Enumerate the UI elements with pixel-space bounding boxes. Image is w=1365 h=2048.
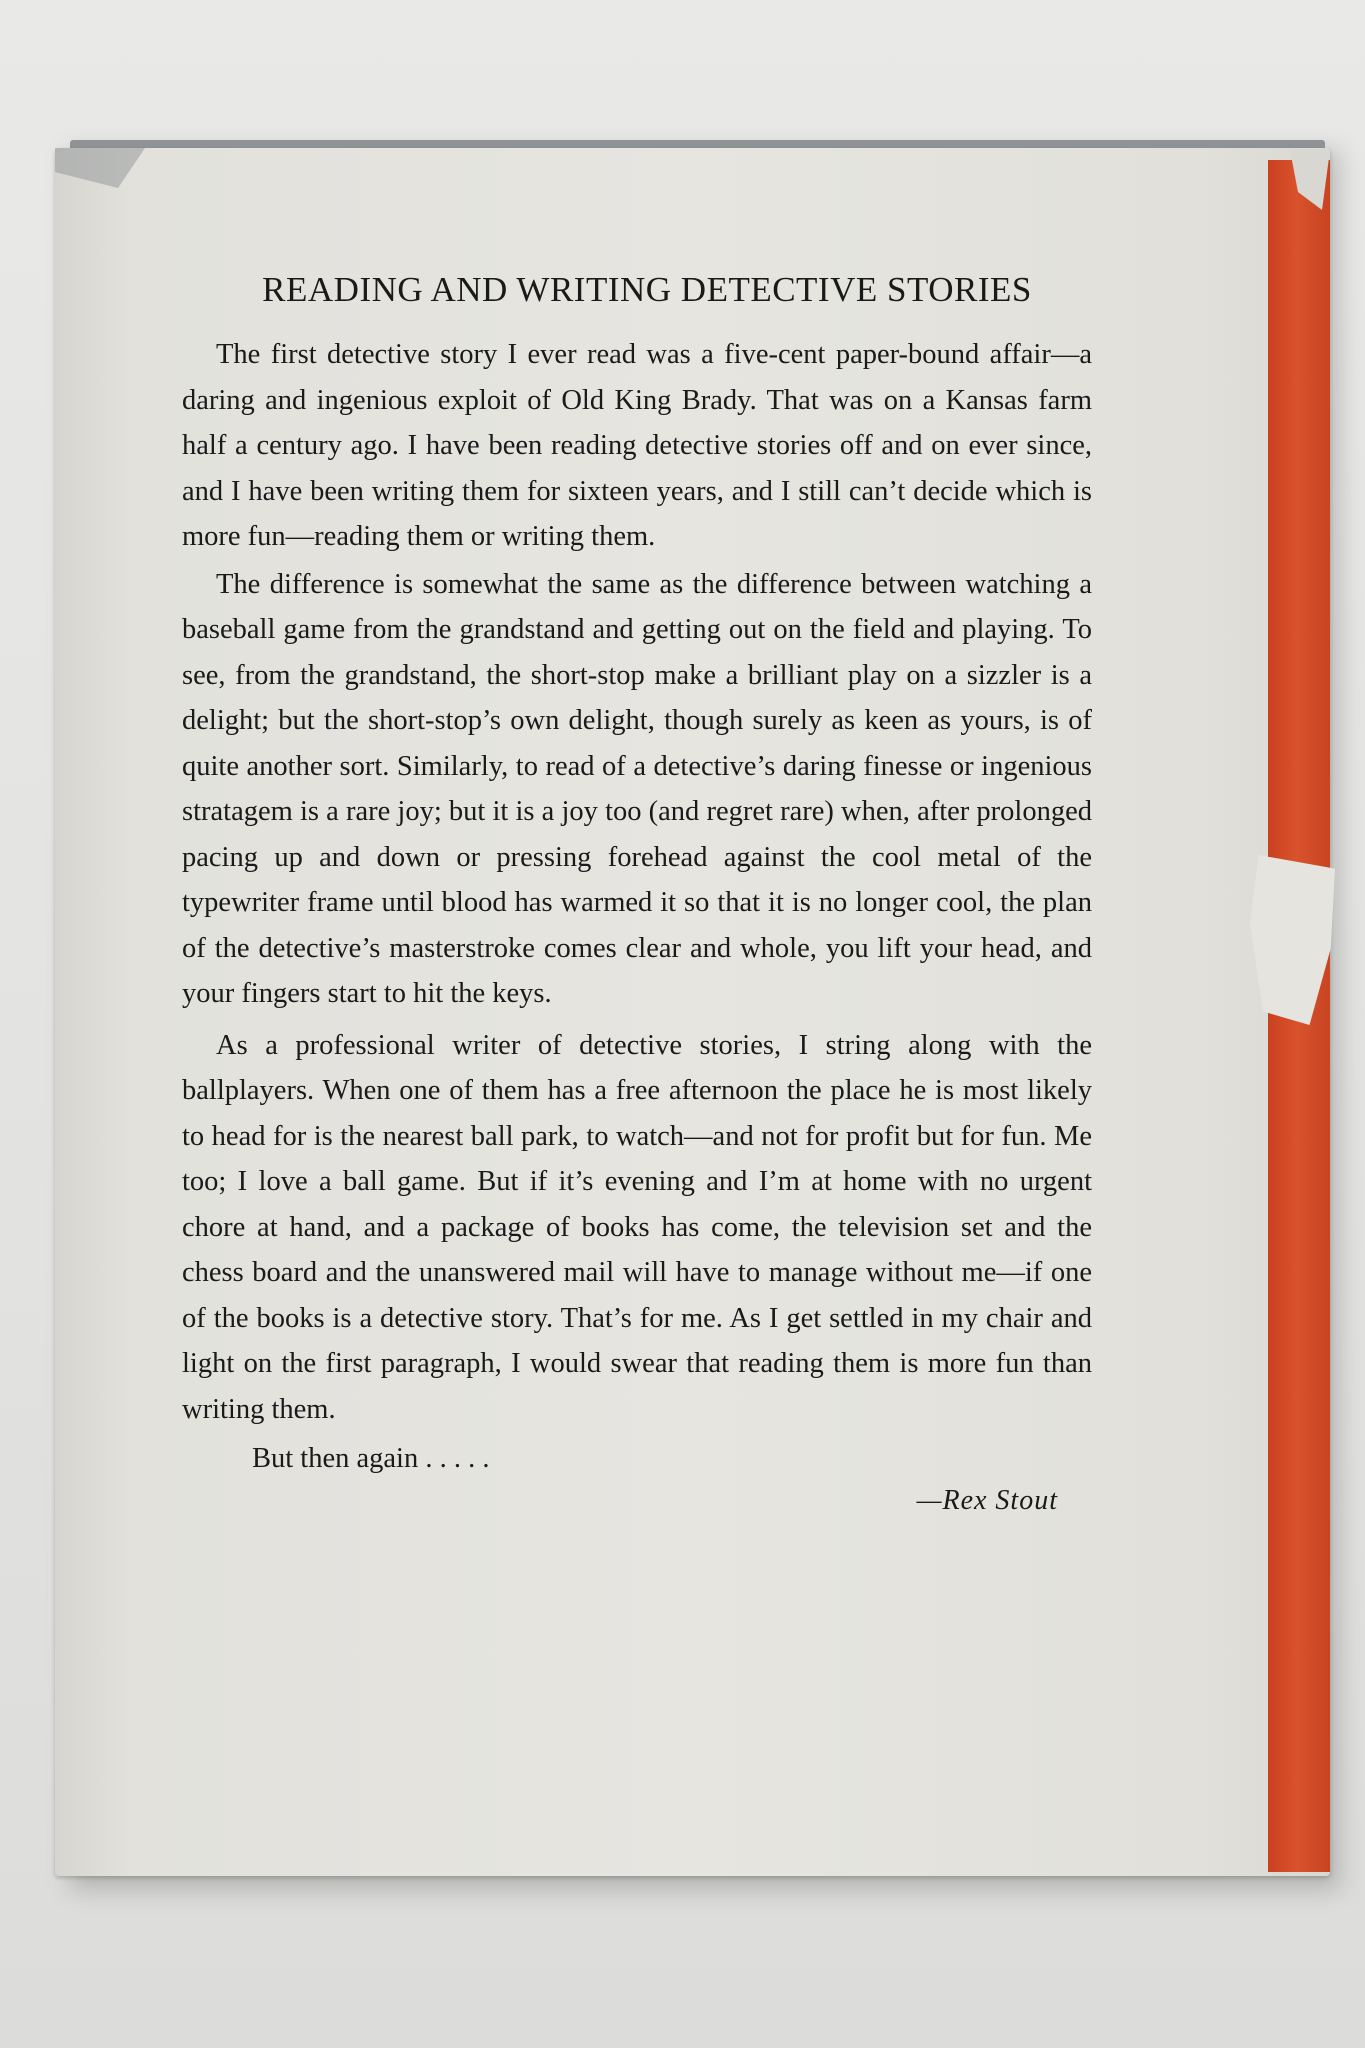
author-signature: —Rex Stout: [916, 1485, 1058, 1516]
jacket-heading: READING AND WRITING DETECTIVE STORIES: [262, 270, 1032, 309]
closing-line: But then again . . . . .: [252, 1443, 490, 1474]
paragraph-professional-writer: As a professional writer of detective stories, I string along with the ballplayers. When one of them has a free afternoon the place he is most likely to head for is the nearest ball park, to watch—and not for profit but for fun. Me too; I love a ball game. But if it’s evening and I’m at home with no urgent chore at hand, and a package of books has come, the television set and the chess board and the unanswered mail will have to manage without me—if one of the books is a detective story. That’s for me. As I get settled in my chair and light on the first paragraph, I would swear that reading them is more fun than writing them.: [182, 1029, 1092, 1425]
jacket-text-block: [182, 270, 1092, 1517]
paragraph-first-story: The first detective story I ever read was a five-cent paper-bound affair—a daring and ingenious exploit of Old King Brady. That was on a Kansas farm half a century ago. I have been reading detective stories off and on ever since, and I have been writing them for sixteen years, and I still can’t decide which is more fun—reading them or writing them.: [182, 339, 1092, 552]
paragraph-baseball-difference: The difference is somewhat the same as the difference between watching a baseball game from the grandstand and getting out on the field and playing. To see, from the grandstand, the short-stop make a brilliant play on a sizzler is a delight; but the short-stop’s own delight, though surely as keen as yours, is of quite another sort. Similarly, to read of a detective’s daring finesse or ingenious stratagem is a rare joy; but it is a joy too (and regret rare) when, after prolonged pacing up and down or pressing forehead against the cool metal of the typewriter frame until blood has warmed it so that it is no longer cool, the plan of the detective’s masterstroke comes clear and whole, you lift your head, and your fingers start to hit the keys.: [182, 568, 1092, 1009]
